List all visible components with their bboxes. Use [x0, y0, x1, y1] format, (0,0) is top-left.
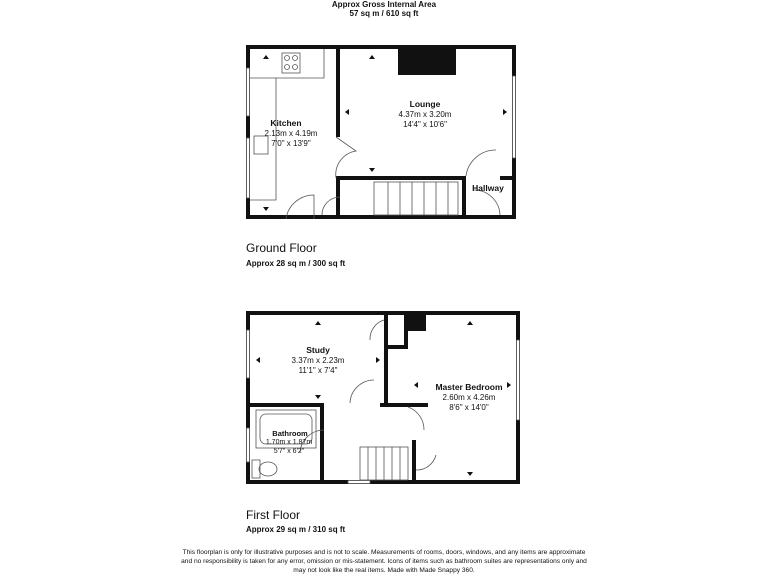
hob-ring-icon	[285, 56, 290, 61]
ff-wall-cupboard-side	[404, 315, 408, 349]
kitchen-label: Kitchen	[270, 118, 302, 128]
bathroom-label: Bathroom	[272, 429, 308, 438]
gross-area-value: 57 sq m / 610 sq ft	[349, 9, 419, 18]
master-bedroom-imperial: 8'6" x 14'0"	[449, 403, 489, 412]
door-swing-entrance	[474, 190, 500, 215]
gf-window-kitchen-lower	[247, 138, 250, 198]
hallway-label: Hallway	[472, 183, 504, 193]
dimension-arrow	[256, 357, 260, 363]
lounge-label: Lounge	[409, 99, 441, 109]
gf-stairs	[374, 182, 458, 215]
ff-window-bathroom	[247, 428, 250, 462]
door-swing-cupboard-study	[370, 320, 384, 340]
hob-icon	[282, 53, 300, 73]
study-label: Study	[306, 345, 330, 355]
dimension-arrow	[467, 321, 473, 325]
gf-window-kitchen-upper	[247, 68, 250, 116]
study-metric: 3.37m x 2.23m	[291, 356, 345, 365]
toilet-bowl-icon	[259, 462, 277, 476]
dimension-arrow	[345, 109, 349, 115]
dimension-arrow	[369, 55, 375, 59]
ff-wall-bedroom-lower	[412, 440, 416, 484]
gf-wall-hall	[500, 176, 516, 180]
ff-window-study	[247, 330, 250, 378]
master-bedroom-metric: 2.60m x 4.26m	[442, 393, 496, 402]
first-floor-area: Approx 29 sq m / 310 sq ft	[246, 525, 346, 534]
gross-area-heading: Approx Gross Internal Area	[331, 0, 437, 9]
gf-wall-kitchen-lounge-lower	[336, 178, 340, 215]
hob-ring-icon	[293, 65, 298, 70]
dimension-arrow	[315, 395, 321, 399]
disclaimer-line-3: may not look like the real items. Made with Made Snappy 360.	[293, 567, 475, 574]
chimney-breast	[398, 49, 456, 75]
dimension-arrow	[376, 357, 380, 363]
ff-window-bedroom	[517, 340, 520, 420]
ff-wall-bottom	[246, 480, 520, 484]
door-swing-study	[350, 380, 374, 403]
master-bedroom-label: Master Bedroom	[435, 382, 503, 392]
dimension-arrow	[369, 168, 375, 172]
ground-floor-title: Ground Floor	[246, 241, 317, 255]
hob-ring-icon	[293, 56, 298, 61]
dimension-arrow	[414, 382, 418, 388]
dimension-arrow	[503, 109, 507, 115]
ff-wall-study-bottom	[250, 403, 320, 407]
ff-chimney	[408, 315, 426, 331]
ff-wall-study-bedroom	[384, 315, 388, 407]
hob-ring-icon	[285, 65, 290, 70]
kitchen-imperial: 7'0" x 13'9"	[271, 139, 311, 148]
kitchen-metric: 2.13m x 4.19m	[264, 129, 318, 138]
dimension-arrow	[467, 472, 473, 476]
disclaimer-line-1: This floorplan is only for illustrative purposes and is not to scale. Measurements of rooms, doors, windows, and any items are approximate	[182, 549, 586, 556]
ff-window-landing	[348, 481, 370, 484]
ground-floor-area: Approx 28 sq m / 300 sq ft	[246, 259, 346, 268]
gf-wall-kitchen-lounge	[336, 45, 340, 137]
lounge-metric: 4.37m x 3.20m	[398, 110, 452, 119]
gf-window-lounge	[513, 76, 516, 158]
door-swing-hallway	[466, 150, 496, 176]
disclaimer-line-2: and no responsibility is taken for any error, omission or mis-statement. Icons of items such as bathroom suites are representations only and	[181, 558, 587, 565]
door-swing-bedroom-cupboard	[416, 455, 436, 470]
dimension-arrow	[263, 55, 269, 59]
ff-wall-top	[246, 311, 520, 315]
gf-wall-stairs	[336, 176, 466, 180]
first-floor-title: First Floor	[246, 508, 300, 522]
door-swing-kitchen	[336, 137, 356, 178]
dimension-arrow	[315, 321, 321, 325]
gf-wall-top	[246, 45, 516, 49]
dimension-arrow	[263, 207, 269, 211]
lounge-imperial: 14'4" x 10'6"	[403, 120, 447, 129]
door-swing-bedroom	[408, 407, 424, 430]
bathroom-metric: 1.70m x 1.87m	[265, 439, 313, 446]
study-imperial: 11'1" x 7'4"	[298, 366, 338, 375]
bathroom-imperial: 5'7" x 6'2"	[273, 448, 305, 455]
